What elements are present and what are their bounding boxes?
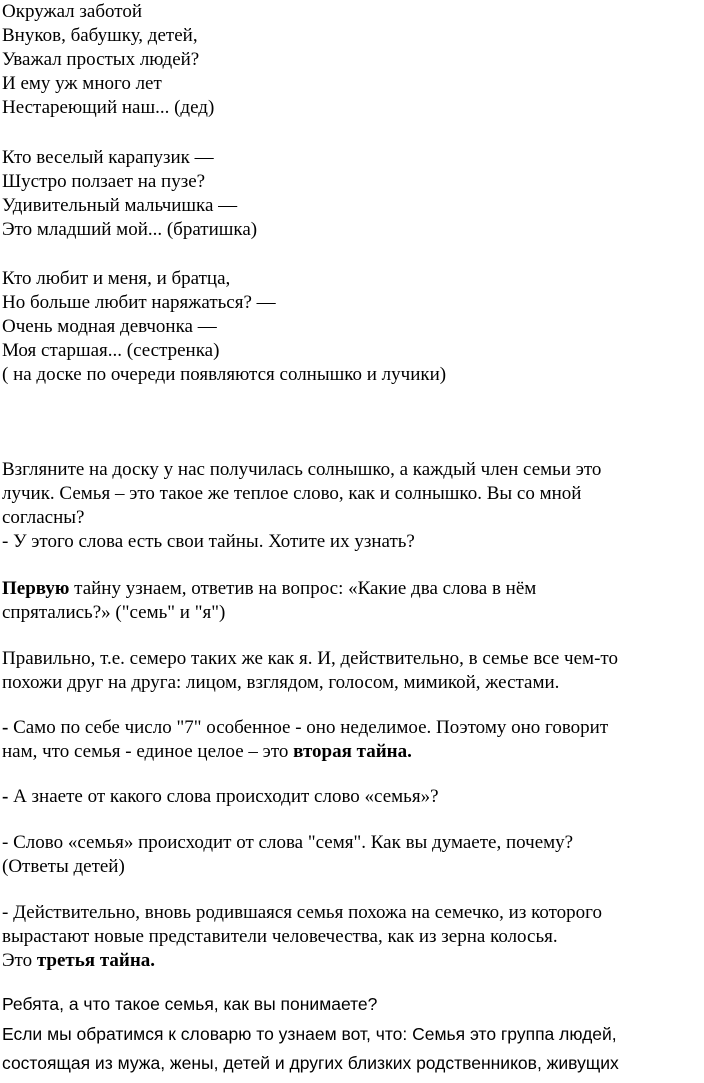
text-line: спрятались?» ("семь" и "я"): [2, 602, 226, 623]
bold-phrase: третья тайна.: [36, 950, 156, 971]
text-line: Ребята, а что такое семья, как вы понимаете?: [2, 994, 378, 1014]
paragraph-dictionary: [2, 1020, 702, 1078]
text-line: лучик. Семья – это такое же теплое слово, как и солнышко. Вы со мной: [2, 483, 582, 504]
poem-stanza-1: [2, 0, 700, 120]
poem-line: Это младший мой... (братишка): [2, 219, 258, 240]
text-line: Правильно, т.е. семеро таких же как я. И, действительно, в семье все чем-то: [2, 648, 618, 669]
paragraph-seven: [2, 647, 700, 695]
text-line: Взгляните на доску у нас получилась солнышко, а каждый член семьи это: [2, 459, 602, 480]
text-fragment: Само по себе число "7" особенное - оно неделимое. Поэтому оно говорит: [8, 717, 609, 738]
bold-dash: -: [2, 786, 9, 807]
poem-line: Моя старшая... (сестренка): [2, 340, 220, 361]
poem-stanza-2: [2, 146, 700, 242]
poem-line: Окружал заботой: [2, 1, 142, 22]
text-fragment: Это: [2, 950, 37, 971]
text-line: - Слово «семья» происходит от слова "семя". Как вы думаете, почему?: [2, 832, 574, 853]
poem-line: Нестареющий наш... (дед): [2, 97, 215, 118]
bold-dash: -: [2, 717, 9, 738]
text-line: [2, 740, 700, 764]
text-line: Если мы обратимся к словарю то узнаем вот, что: Семья это группа людей,: [2, 1024, 617, 1044]
paragraph-second-secret: [2, 716, 700, 764]
poem-line: Удивительный мальчишка —: [2, 195, 238, 216]
poem-line: ( на доске по очереди появляются солнышко и лучики): [2, 364, 447, 385]
poem-line: Кто любит и меня, и братца,: [2, 268, 231, 289]
text-line: - Действительно, вновь родившаяся семья похожа на семечко, из которого: [2, 902, 602, 923]
text-line: (Ответы детей): [2, 856, 125, 877]
poem-line: Очень модная девчонка —: [2, 316, 217, 337]
text-fragment: нам, что семья - единое целое – это: [2, 741, 294, 762]
bold-phrase: вторая тайна.: [293, 741, 412, 762]
poem-line: И ему уж много лет: [2, 73, 162, 94]
text-line: - У этого слова есть свои тайны. Хотите их узнать?: [2, 531, 415, 552]
paragraph-definition: [2, 992, 702, 1017]
text-fragment: тайну узнаем, ответив на вопрос: «Какие два слова в нём: [69, 578, 537, 599]
paragraph-first-secret: [2, 577, 700, 625]
poem-line: Внуков, бабушку, детей,: [2, 25, 198, 46]
text-line: [2, 577, 700, 601]
poem-line: Но больше любит наряжаться? —: [2, 292, 276, 313]
poem-line: Уважал простых людей?: [2, 49, 200, 70]
text-line: состоящая из мужа, жены, детей и других близких родственников, живущих: [2, 1053, 619, 1073]
paragraph-sun: [2, 458, 700, 554]
bold-word: Первую: [2, 578, 70, 599]
poem-line: Кто веселый карапузик —: [2, 147, 214, 168]
text-fragment: А знаете от какого слова происходит слово «семья»?: [8, 786, 439, 807]
text-line: [2, 785, 700, 809]
text-line: [2, 949, 700, 973]
text-line: похожи друг на друга: лицом, взглядом, голосом, мимикой, жестами.: [2, 672, 560, 693]
poem-line: Шустро ползает на пузе?: [2, 171, 206, 192]
text-line: вырастают новые представители человечества, как из зерна колосья.: [2, 926, 558, 947]
text-line: согласны?: [2, 507, 85, 528]
text-line: [2, 716, 700, 740]
paragraph-seed: [2, 831, 700, 879]
poem-stanza-3: [2, 267, 700, 387]
paragraph-third-secret: [2, 901, 700, 973]
paragraph-question: [2, 785, 700, 809]
